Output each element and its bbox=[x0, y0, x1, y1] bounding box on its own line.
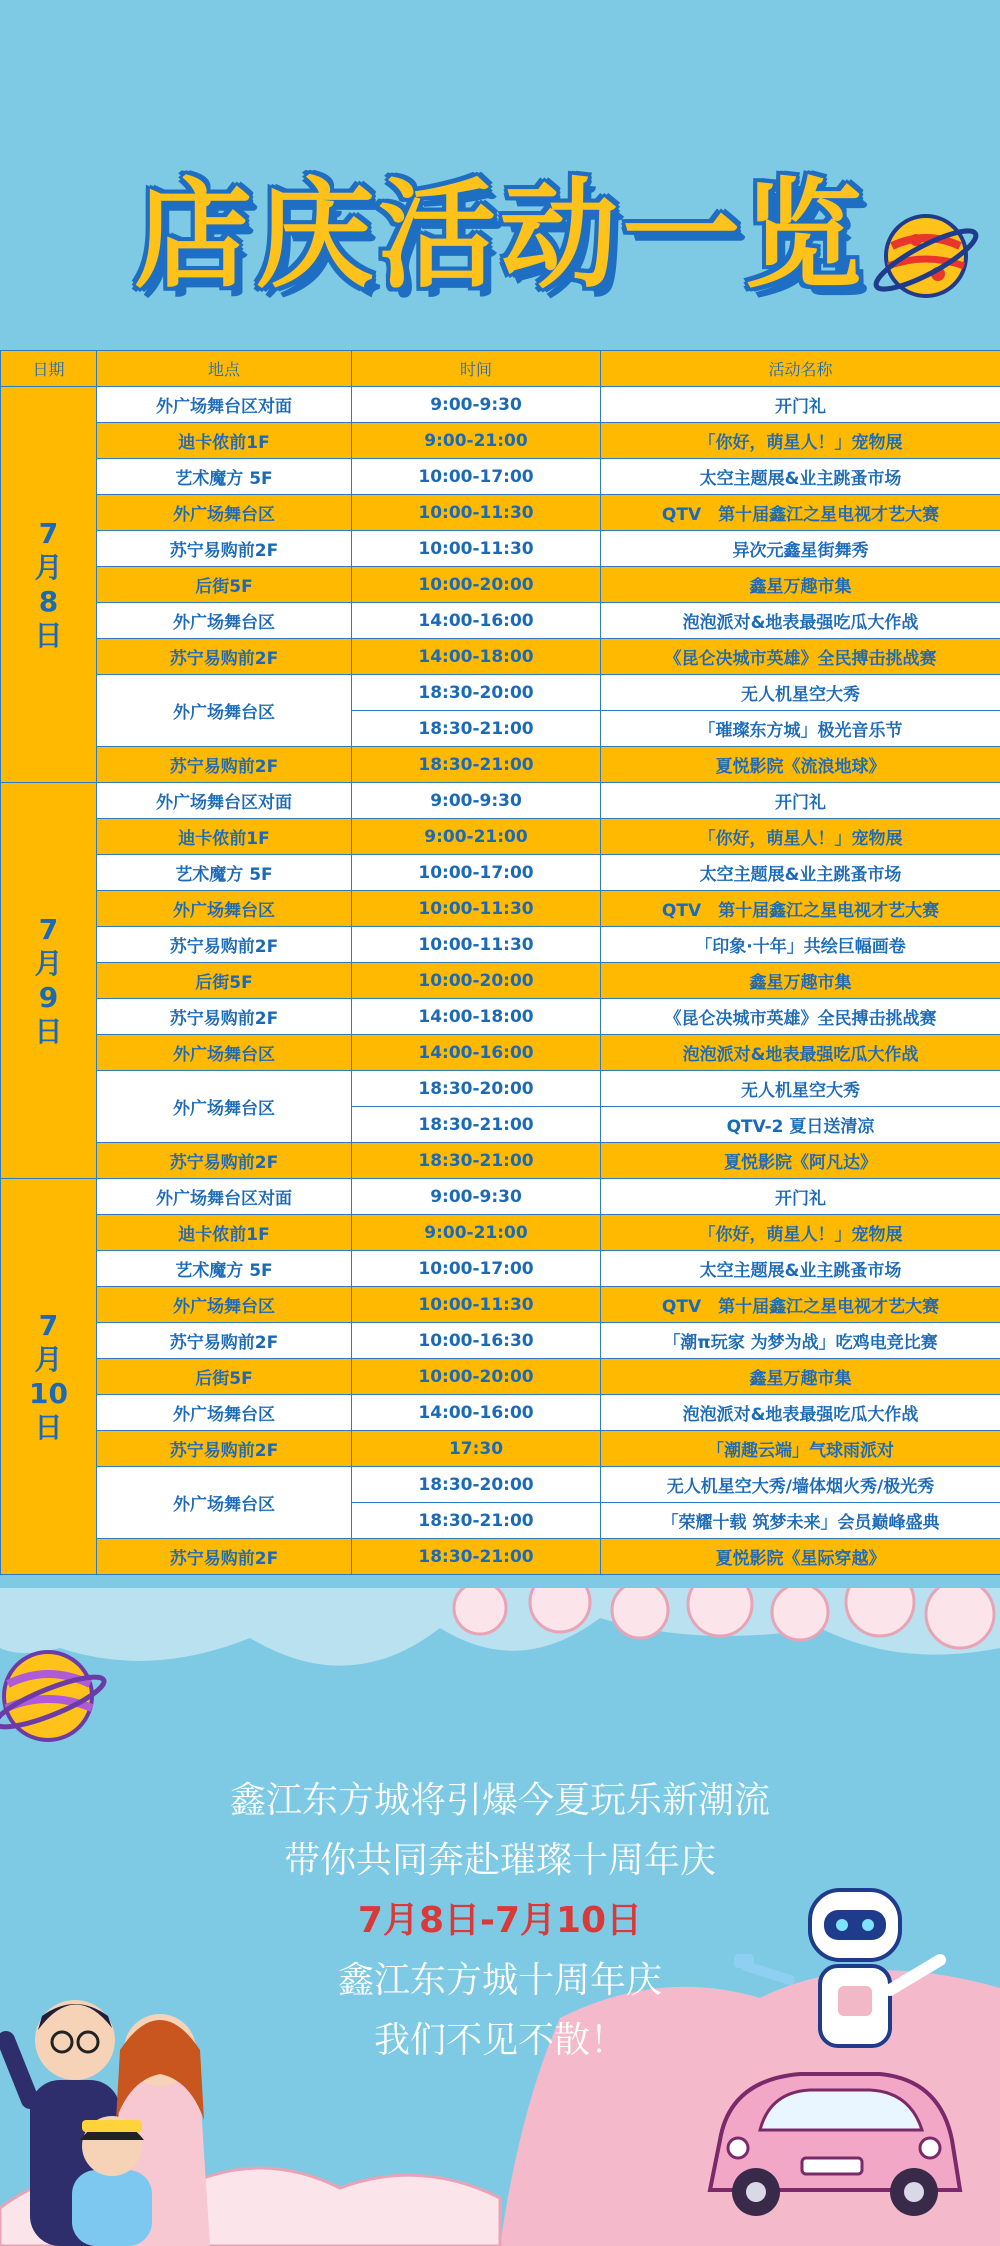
table-row bbox=[1, 963, 1000, 999]
table-row bbox=[1, 1287, 1000, 1323]
car-icon bbox=[690, 2040, 970, 2230]
time-cell: 9:00-9:30 bbox=[352, 387, 601, 423]
place-cell: 苏宁易购前2F bbox=[97, 531, 352, 567]
time-cell: 9:00-21:00 bbox=[352, 819, 601, 855]
activity-cell: 「荣耀十载 筑梦未来」会员巅峰盛典 bbox=[601, 1503, 1000, 1539]
table-row bbox=[1, 1467, 1000, 1503]
activity-cell: 「潮π玩家 为梦为战」吃鸡电竞比赛 bbox=[601, 1323, 1000, 1359]
activity-cell: 泡泡派对&地表最强吃瓜大作战 bbox=[601, 1035, 1000, 1071]
activity-cell: 夏悦影院《阿凡达》 bbox=[601, 1143, 1000, 1179]
table-row bbox=[1, 891, 1000, 927]
table-row bbox=[1, 1539, 1000, 1575]
place-cell: 苏宁易购前2F bbox=[97, 747, 352, 783]
place-cell: 外广场舞台区 bbox=[97, 1467, 352, 1539]
time-cell: 10:00-20:00 bbox=[352, 1359, 601, 1395]
date-char: 10 bbox=[29, 1376, 68, 1410]
place-cell: 外广场舞台区 bbox=[97, 1071, 352, 1143]
time-cell: 10:00-11:30 bbox=[352, 1287, 601, 1323]
table-row bbox=[1, 927, 1000, 963]
place-cell: 外广场舞台区对面 bbox=[97, 387, 352, 423]
place-cell: 外广场舞台区对面 bbox=[97, 783, 352, 819]
activity-cell: 开门礼 bbox=[601, 783, 1000, 819]
place-cell: 苏宁易购前2F bbox=[97, 1143, 352, 1179]
header-place: 地点 bbox=[97, 351, 352, 387]
date-char: 8 bbox=[38, 584, 59, 618]
table-row bbox=[1, 567, 1000, 603]
date-cell bbox=[1, 783, 97, 1179]
table-row bbox=[1, 531, 1000, 567]
place-cell: 外广场舞台区 bbox=[97, 1287, 352, 1323]
table-row bbox=[1, 1215, 1000, 1251]
footer-dates: 7月8日-7月10日 bbox=[357, 1900, 643, 1941]
activity-cell: QTV 第十届鑫江之星电视才艺大赛 bbox=[601, 1287, 1000, 1323]
time-cell: 18:30-20:00 bbox=[352, 1467, 601, 1503]
place-cell: 艺术魔方 5F bbox=[97, 459, 352, 495]
schedule-table bbox=[0, 350, 1000, 1575]
table-row bbox=[1, 603, 1000, 639]
place-cell: 外广场舞台区对面 bbox=[97, 1179, 352, 1215]
activity-cell: 无人机星空大秀 bbox=[601, 675, 1000, 711]
time-cell: 18:30-21:00 bbox=[352, 711, 601, 747]
activity-cell: QTV-2 夏日送清凉 bbox=[601, 1107, 1000, 1143]
planet-icon bbox=[870, 200, 982, 312]
date-char: 月 bbox=[34, 550, 63, 584]
activity-cell: 夏悦影院《星际穿越》 bbox=[601, 1539, 1000, 1575]
activity-cell: 无人机星空大秀/墙体烟火秀/极光秀 bbox=[601, 1467, 1000, 1503]
page-title: 店庆活动一览 bbox=[133, 166, 866, 304]
family-icon bbox=[0, 1970, 260, 2246]
table-row bbox=[1, 1395, 1000, 1431]
place-cell: 后街5F bbox=[97, 963, 352, 999]
time-cell: 14:00-18:00 bbox=[352, 999, 601, 1035]
table-row bbox=[1, 783, 1000, 819]
activity-cell: 「你好，萌星人！」宠物展 bbox=[601, 1215, 1000, 1251]
footer-line-1: 鑫江东方城将引爆今夏玩乐新潮流 bbox=[229, 1780, 770, 1821]
table-row bbox=[1, 1251, 1000, 1287]
time-cell: 14:00-18:00 bbox=[352, 639, 601, 675]
activity-cell: 太空主题展&业主跳蚤市场 bbox=[601, 855, 1000, 891]
table-row bbox=[1, 675, 1000, 711]
date-char: 7 bbox=[38, 1308, 59, 1342]
place-cell: 迪卡侬前1F bbox=[97, 423, 352, 459]
place-cell: 艺术魔方 5F bbox=[97, 1251, 352, 1287]
time-cell: 14:00-16:00 bbox=[352, 1035, 601, 1071]
date-char: 日 bbox=[34, 1410, 63, 1444]
activity-cell: 《昆仑决城市英雄》全民搏击挑战赛 bbox=[601, 999, 1000, 1035]
header-date: 日期 bbox=[1, 351, 97, 387]
place-cell: 外广场舞台区 bbox=[97, 675, 352, 747]
planet-icon bbox=[0, 1640, 110, 1750]
time-cell: 18:30-21:00 bbox=[352, 1503, 601, 1539]
place-cell: 外广场舞台区 bbox=[97, 603, 352, 639]
table-row bbox=[1, 1179, 1000, 1215]
place-cell: 外广场舞台区 bbox=[97, 495, 352, 531]
time-cell: 9:00-21:00 bbox=[352, 423, 601, 459]
table-row bbox=[1, 387, 1000, 423]
activity-cell: 「璀璨东方城」极光音乐节 bbox=[601, 711, 1000, 747]
time-cell: 10:00-17:00 bbox=[352, 855, 601, 891]
activity-cell: 《昆仑决城市英雄》全民搏击挑战赛 bbox=[601, 639, 1000, 675]
place-cell: 苏宁易购前2F bbox=[97, 1431, 352, 1467]
activity-cell: 太空主题展&业主跳蚤市场 bbox=[601, 459, 1000, 495]
activity-cell: 「潮趣云端」气球雨派对 bbox=[601, 1431, 1000, 1467]
activity-cell: 「你好，萌星人！」宠物展 bbox=[601, 423, 1000, 459]
date-char: 7 bbox=[38, 912, 59, 946]
place-cell: 外广场舞台区 bbox=[97, 1395, 352, 1431]
place-cell: 苏宁易购前2F bbox=[97, 639, 352, 675]
place-cell: 外广场舞台区 bbox=[97, 1035, 352, 1071]
time-cell: 18:30-21:00 bbox=[352, 1107, 601, 1143]
time-cell: 10:00-20:00 bbox=[352, 567, 601, 603]
time-cell: 18:30-21:00 bbox=[352, 1539, 601, 1575]
time-cell: 17:30 bbox=[352, 1431, 601, 1467]
time-cell: 10:00-17:00 bbox=[352, 459, 601, 495]
activity-cell: 无人机星空大秀 bbox=[601, 1071, 1000, 1107]
time-cell: 10:00-11:30 bbox=[352, 531, 601, 567]
activity-cell: 异次元鑫星街舞秀 bbox=[601, 531, 1000, 567]
time-cell: 18:30-20:00 bbox=[352, 1071, 601, 1107]
table-row bbox=[1, 1071, 1000, 1107]
place-cell: 后街5F bbox=[97, 567, 352, 603]
header-activity: 活动名称 bbox=[601, 351, 1000, 387]
activity-cell: QTV 第十届鑫江之星电视才艺大赛 bbox=[601, 891, 1000, 927]
table-row bbox=[1, 1431, 1000, 1467]
table-row bbox=[1, 423, 1000, 459]
activity-cell: 开门礼 bbox=[601, 1179, 1000, 1215]
place-cell: 艺术魔方 5F bbox=[97, 855, 352, 891]
date-char: 月 bbox=[34, 1342, 63, 1376]
table-row bbox=[1, 1323, 1000, 1359]
table-row bbox=[1, 1143, 1000, 1179]
table-row bbox=[1, 1035, 1000, 1071]
date-cell bbox=[1, 1179, 97, 1575]
place-cell: 苏宁易购前2F bbox=[97, 927, 352, 963]
date-cell bbox=[1, 387, 97, 783]
footer-line-5: 我们不见不散！ bbox=[373, 2020, 626, 2061]
activity-cell: 「印象·十年」共绘巨幅画卷 bbox=[601, 927, 1000, 963]
time-cell: 14:00-16:00 bbox=[352, 603, 601, 639]
table-row bbox=[1, 1359, 1000, 1395]
time-cell: 18:30-21:00 bbox=[352, 747, 601, 783]
place-cell: 苏宁易购前2F bbox=[97, 999, 352, 1035]
activity-cell: 鑫星万趣市集 bbox=[601, 567, 1000, 603]
place-cell: 外广场舞台区 bbox=[97, 891, 352, 927]
time-cell: 9:00-9:30 bbox=[352, 1179, 601, 1215]
table-row bbox=[1, 495, 1000, 531]
place-cell: 后街5F bbox=[97, 1359, 352, 1395]
date-char: 日 bbox=[34, 1014, 63, 1048]
time-cell: 9:00-21:00 bbox=[352, 1215, 601, 1251]
time-cell: 14:00-16:00 bbox=[352, 1395, 601, 1431]
date-char: 月 bbox=[34, 946, 63, 980]
place-cell: 苏宁易购前2F bbox=[97, 1539, 352, 1575]
footer-line-4: 鑫江东方城十周年庆 bbox=[337, 1960, 662, 2001]
activity-cell: 太空主题展&业主跳蚤市场 bbox=[601, 1251, 1000, 1287]
header-time: 时间 bbox=[352, 351, 601, 387]
footer-line-2: 带你共同奔赴璀璨十周年庆 bbox=[283, 1840, 716, 1881]
table-row bbox=[1, 747, 1000, 783]
time-cell: 9:00-9:30 bbox=[352, 783, 601, 819]
activity-cell: 开门礼 bbox=[601, 387, 1000, 423]
place-cell: 苏宁易购前2F bbox=[97, 1323, 352, 1359]
activity-cell: 鑫星万趣市集 bbox=[601, 963, 1000, 999]
time-cell: 10:00-11:30 bbox=[352, 891, 601, 927]
place-cell: 迪卡侬前1F bbox=[97, 819, 352, 855]
activity-cell: QTV 第十届鑫江之星电视才艺大赛 bbox=[601, 495, 1000, 531]
activity-cell: 夏悦影院《流浪地球》 bbox=[601, 747, 1000, 783]
table-row bbox=[1, 999, 1000, 1035]
time-cell: 18:30-20:00 bbox=[352, 675, 601, 711]
time-cell: 10:00-17:00 bbox=[352, 1251, 601, 1287]
table-row bbox=[1, 855, 1000, 891]
place-cell: 迪卡侬前1F bbox=[97, 1215, 352, 1251]
time-cell: 10:00-11:30 bbox=[352, 927, 601, 963]
time-cell: 10:00-11:30 bbox=[352, 495, 601, 531]
table-row bbox=[1, 819, 1000, 855]
time-cell: 10:00-16:30 bbox=[352, 1323, 601, 1359]
activity-cell: 「你好，萌星人！」宠物展 bbox=[601, 819, 1000, 855]
activity-cell: 鑫星万趣市集 bbox=[601, 1359, 1000, 1395]
time-cell: 10:00-20:00 bbox=[352, 963, 601, 999]
activity-cell: 泡泡派对&地表最强吃瓜大作战 bbox=[601, 1395, 1000, 1431]
activity-cell: 泡泡派对&地表最强吃瓜大作战 bbox=[601, 603, 1000, 639]
time-cell: 18:30-21:00 bbox=[352, 1143, 601, 1179]
date-char: 7 bbox=[38, 516, 59, 550]
table-row bbox=[1, 459, 1000, 495]
date-char: 日 bbox=[34, 618, 63, 652]
date-char: 9 bbox=[38, 980, 59, 1014]
table-row bbox=[1, 639, 1000, 675]
